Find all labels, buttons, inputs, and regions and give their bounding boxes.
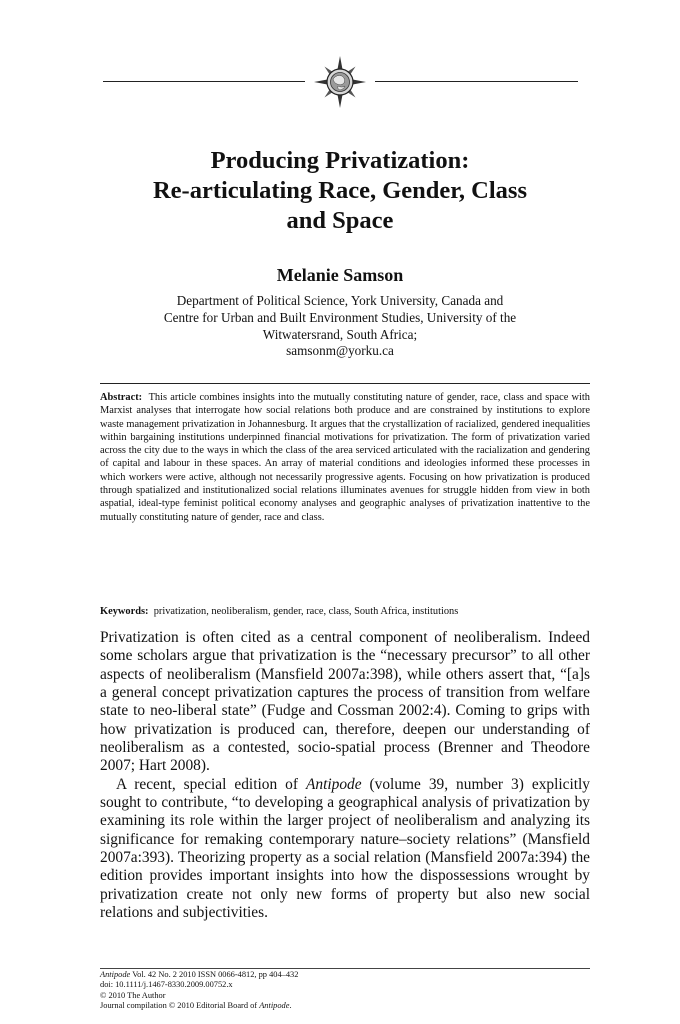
body-paragraph-2 (100, 776, 590, 923)
keywords (100, 605, 590, 618)
affiliation-line-1: Department of Political Science, York University, Canada and (176, 293, 504, 308)
title-line-3: and Space (286, 207, 394, 234)
footer-volume-issn-pages: Vol. 42 No. 2 2010 ISSN 0066-4812, pp 404–432 (130, 970, 299, 979)
header-rule-left (103, 81, 305, 82)
author-email: samsonm@yorku.ca (286, 343, 394, 359)
body-paragraph-1: Privatization is often cited as a central component of neoliberalism. Indeed some scholars argue that privatization is the “necessary precursor” to all other aspects of neoliberalism (Mansfield 2007a:398), while others assert that, “[a]s a general concept privatization captures the process of transition from welfare state to neo-liberal state” (Fudge and Cossman 2002:4). Coming to grips with how privatization is produced can, therefore, deepen our understanding of neoliberalism as a contested, socio-spatial process (Brenner and Theodore 2007; Hart 2008). (100, 629, 590, 775)
footer-doi: doi: 10.1111/j.1467-8330.2009.00752.x (100, 980, 233, 990)
journal-emblem-icon (313, 55, 367, 109)
title-line-1: Producing Privatization: (210, 147, 470, 174)
abstract-text: This article combines insights into the mutually constituting nature of gender, race, class and space with Marxist analyses that interrogate how social relations both produce and are constrained by institutions to explore waste management privatization in Johannesburg. It argues that the crystallization of racialized, gendered inequalities within bargaining institutions underpinned financial motivations for privatization. The form of privatization varied across the city due to the ways in which the class of the area serviced articulated with the racialization and gendering of capital and labour in these spaces. An array of material conditions and ideologies informed these processes in which workers were active, although not necessarily progressive agents. Focusing on how privatization is produced through spatialized and institutionalized social relations illuminates avenues for struggle hidden from view in both aspatial, ideal-type feminist political economy analyses and geographic analyses of privatization inattentive to the mutually constituting nature of gender, race and class. (100, 392, 590, 523)
abstract-rule (100, 383, 590, 384)
abstract-label: Abstract: (100, 392, 143, 403)
article-title (60, 146, 620, 236)
paragraph-2-rest: (volume 39, number 3) explicitly sought to contribute, “to developing a geographical analysis of privatization by examining its role within the larger project of neoliberalism and analyzing its significance for remaking contemporary nature–society relations” (Mansfield 2007a:393). Theorizing property as a social relation (Mansfield 2007a:394) the edition provides important insights into how the dispossessions wrought by privatization create not only new forms of property but also new social relations and subjectivities. (100, 775, 590, 922)
footer-copyright: © 2010 The Author (100, 990, 166, 1000)
article-body (100, 629, 590, 923)
abstract (100, 391, 590, 524)
author-affiliation (60, 293, 620, 360)
author-name: Melanie Samson (276, 265, 404, 285)
footer-citation (100, 970, 590, 980)
header-rule-right (375, 81, 578, 82)
footer-compilation-suffix: . (289, 1000, 292, 1010)
page-footer (100, 970, 590, 1011)
footer-rule (100, 968, 590, 969)
title-line-2: Re-articulating Race, Gender, Class (152, 177, 528, 204)
affiliation-line-2: Centre for Urban and Built Environment Studies, University of the (163, 309, 517, 325)
affiliation-line-3: Witwatersrand, South Africa; (262, 326, 418, 342)
paragraph-2-start: A recent, special edition of (116, 775, 306, 793)
footer-compilation-prefix: Journal compilation © 2010 Editorial Board of (100, 1000, 260, 1010)
keywords-label: Keywords: (100, 606, 149, 617)
journal-name-italic: Antipode (305, 775, 362, 793)
footer-journal: Antipode (100, 970, 131, 979)
keywords-text: privatization, neoliberalism, gender, race, class, South Africa, institutions (153, 606, 459, 617)
footer-compilation (100, 1001, 590, 1011)
footer-compilation-journal: Antipode (259, 1000, 290, 1010)
